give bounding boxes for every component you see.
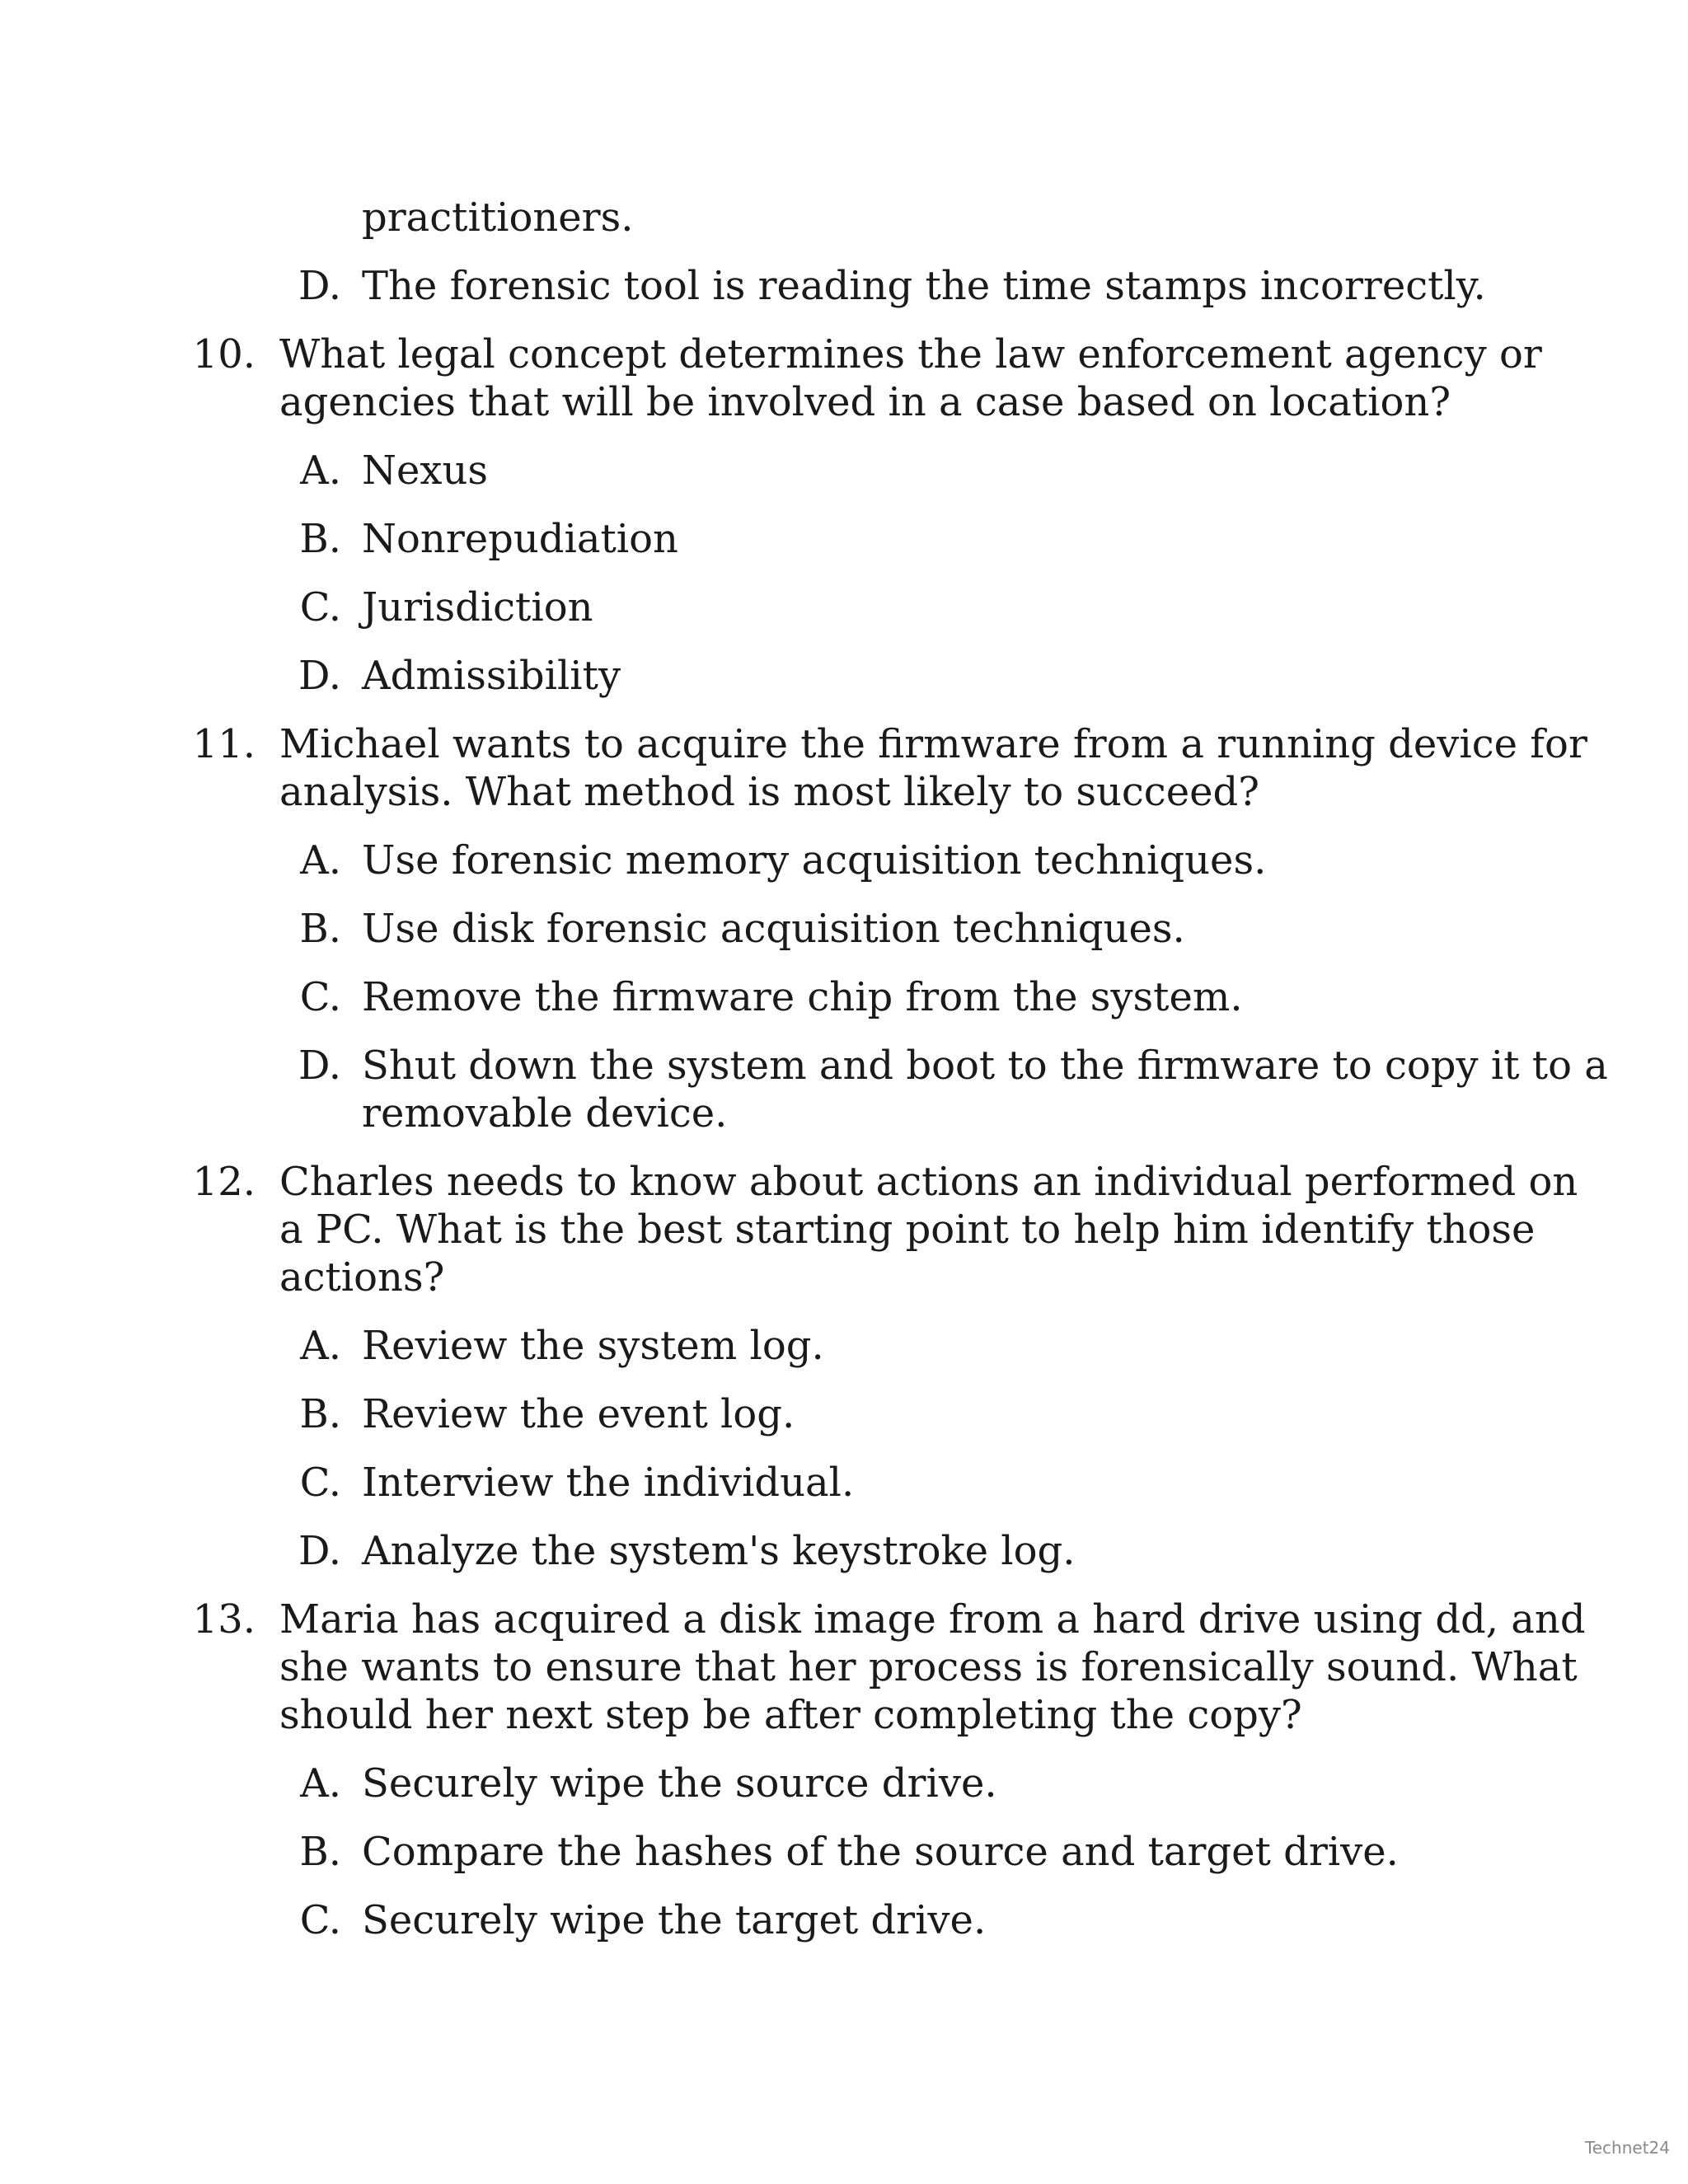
question-10-text-line: agencies that will be involved in a case based on location? — [279, 379, 1451, 425]
option-text: Nonrepudiation — [362, 516, 678, 562]
option-text: Securely wipe the source drive. — [362, 1760, 997, 1807]
question-12-text-line: actions? — [279, 1254, 445, 1301]
question-12-number: 12. — [192, 1159, 256, 1205]
option-letter: A. — [300, 1760, 341, 1807]
option-text: Review the system log. — [362, 1323, 824, 1369]
question-11-text-line: Michael wants to acquire the firmware from a running device for — [279, 721, 1587, 767]
option-letter: A. — [300, 448, 341, 494]
option-text: Nexus — [362, 448, 489, 494]
option-letter: D. — [298, 1043, 341, 1089]
option-letter: B. — [299, 516, 341, 562]
question-13-text-line: Maria has acquired a disk image from a hard drive using dd, and — [279, 1596, 1586, 1643]
option-text: Securely wipe the target drive. — [362, 1897, 987, 1943]
option-text: Review the event log. — [362, 1391, 795, 1437]
option-letter: C. — [299, 974, 341, 1020]
option-letter: D. — [298, 653, 341, 699]
option-text: Shut down the system and boot to the firmware to copy it to a — [362, 1043, 1608, 1089]
continuation-text: practitioners. — [362, 194, 634, 241]
option-letter: C. — [299, 1897, 341, 1943]
option-text: Use forensic memory acquisition techniques. — [362, 837, 1267, 883]
question-13-text-line: she wants to ensure that her process is forensically sound. What — [279, 1644, 1578, 1690]
watermark: Technet24 — [1584, 2138, 1670, 2158]
option-text: Remove the firmware chip from the system. — [362, 974, 1243, 1020]
question-12-text-line: a PC. What is the best starting point to help him identify those — [279, 1207, 1536, 1253]
question-13-number: 13. — [192, 1596, 256, 1643]
option-letter: C. — [299, 584, 341, 630]
option-text: The forensic tool is reading the time stamps incorrectly. — [362, 263, 1486, 309]
option-text: Jurisdiction — [362, 584, 593, 630]
option-letter: B. — [299, 906, 341, 952]
question-13-text-line: should her next step be after completing the copy? — [279, 1692, 1302, 1738]
option-letter: B. — [299, 1391, 341, 1437]
option-letter: B. — [299, 1829, 341, 1875]
option-letter: A. — [300, 837, 341, 883]
option-text: Interview the individual. — [362, 1460, 855, 1506]
option-letter: D. — [298, 263, 341, 309]
option-text: Compare the hashes of the source and target drive. — [362, 1829, 1399, 1875]
option-letter: D. — [298, 1528, 341, 1574]
option-letter: A. — [300, 1323, 341, 1369]
option-letter: C. — [299, 1460, 341, 1506]
question-10-text-line: What legal concept determines the law enforcement agency or — [279, 331, 1542, 377]
option-text: Use disk forensic acquisition techniques. — [362, 906, 1185, 952]
question-10-number: 10. — [192, 331, 256, 377]
question-11-number: 11. — [192, 721, 256, 767]
question-12-text-line: Charles needs to know about actions an individual performed on — [279, 1159, 1578, 1205]
option-text: removable device. — [362, 1090, 728, 1137]
option-text: Analyze the system's keystroke log. — [362, 1528, 1076, 1574]
option-text: Admissibility — [362, 653, 621, 699]
question-11-text-line: analysis. What method is most likely to succeed? — [279, 769, 1259, 815]
